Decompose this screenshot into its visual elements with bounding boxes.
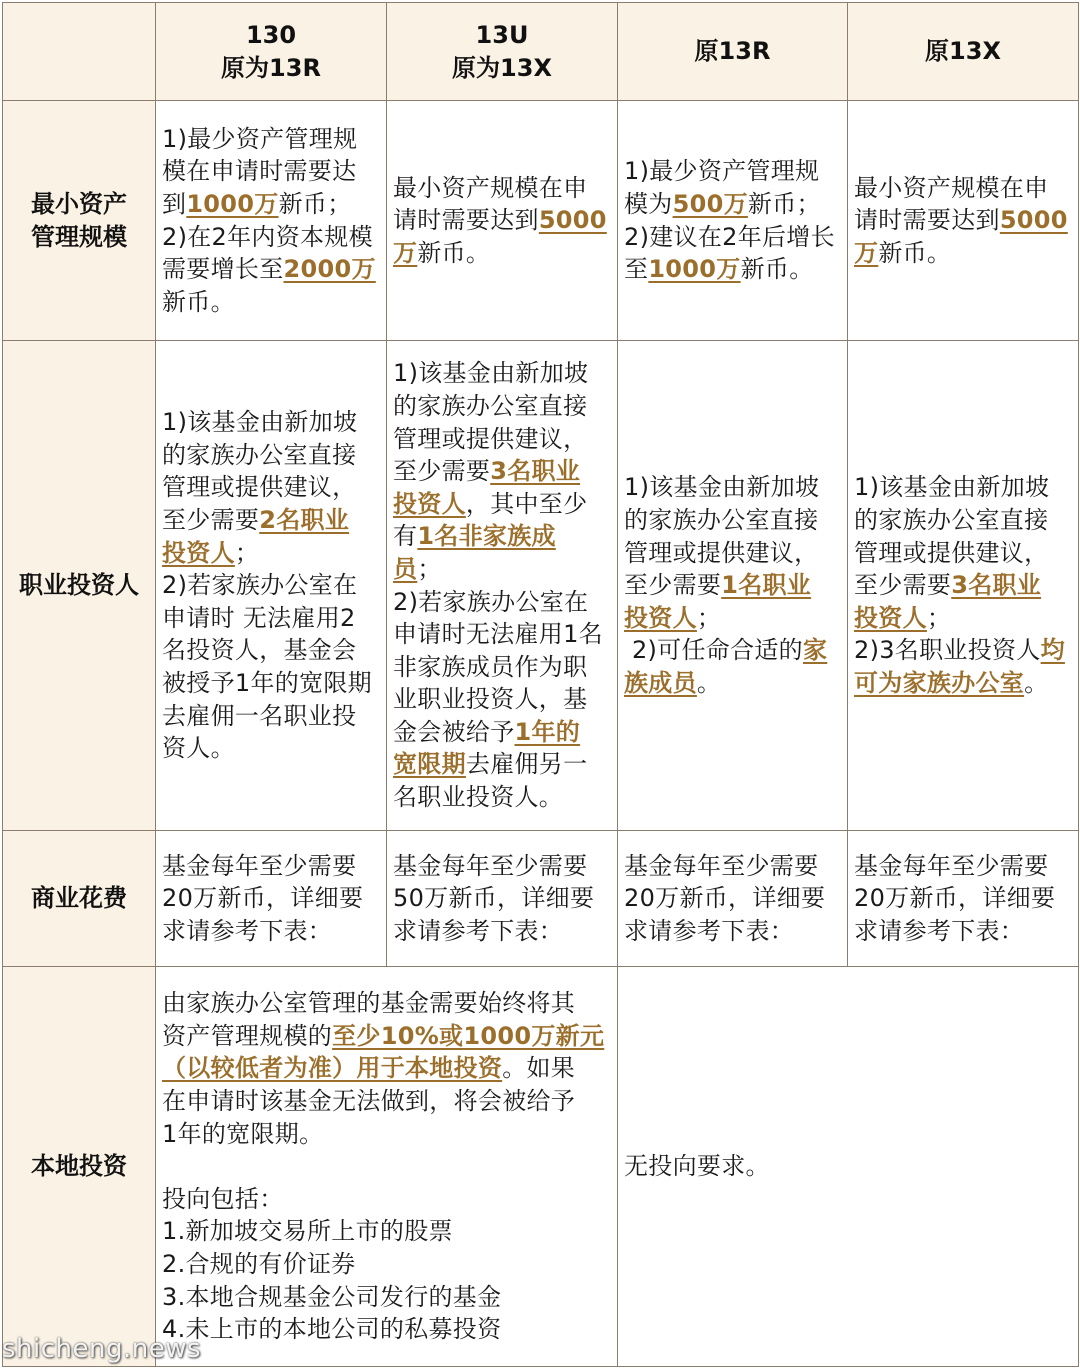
cell-text: ； 2)若家族办公室在 申请时 无法雇用2 名投资人，基金会 被授予1年的宽限期 去雇佣一名职业投 资人。 (162, 538, 372, 763)
cell-text: 去雇佣另一 名职业投资人。 (393, 750, 588, 812)
table-cell (848, 101, 1079, 341)
table-cell (156, 341, 387, 831)
cell-text: ； 2)可任命合适的 (631, 603, 803, 665)
watermark (2, 1334, 201, 1364)
highlight-text: 1名非家族成 员 (393, 522, 556, 583)
highlight-text: 3名职业 投资人 (854, 571, 1042, 632)
cell-text: ； 2)3名职业投资人 (854, 603, 1041, 665)
row-label: 商业花费 (3, 831, 156, 967)
cell-text: 基金每年至少需要 20万新币，详细要 求请参考下表： (162, 851, 364, 945)
cell-text: 新币； 2)在2年内资本规模 需要增长至 (162, 189, 373, 284)
table-cell (848, 341, 1079, 831)
cell-text: 新币。 (878, 238, 952, 267)
cell-text: 1)最少资产管理规 模为 (624, 157, 820, 218)
table-cell (618, 101, 848, 341)
highlight-text: 2名职业 投资人 (162, 506, 350, 567)
table-cell (618, 831, 848, 967)
cell-text: 1)该基金由新加坡 的家族办公室直接 管理或提供建议， 至少需要 (854, 473, 1050, 600)
cell-text: 1)该基金由新加坡 的家族办公室直接 管理或提供建议， 至少需要 (393, 359, 589, 486)
cell-text: 基金每年至少需要 50万新币，详细要 求请参考下表： (393, 851, 595, 945)
comparison-table (2, 2, 1079, 1367)
table-cell (156, 967, 618, 1367)
watermark-text: shicheng.news (2, 1334, 202, 1364)
row-business-spending (3, 831, 1079, 967)
table-cell (156, 831, 387, 967)
row-label: 本地投资 (3, 967, 156, 1367)
table-cell (618, 341, 848, 831)
highlight-text: 3名职业 投资人 (393, 457, 581, 518)
row-label: 职业投资人 (3, 341, 156, 831)
highlight-text: 1000万 (186, 189, 279, 218)
header-corner (3, 3, 156, 101)
header-row (3, 3, 1079, 101)
highlight-text: 5000 万 (854, 206, 1068, 267)
highlight-text: 家 族成员 (624, 636, 828, 697)
highlight-text: 至少10%或1000万新元 （以较低者为准）用于本地投资 (162, 1021, 605, 1083)
cell-text: ，其中至少 有 (393, 489, 588, 551)
cell-text: 新币。 (417, 238, 491, 267)
table-cell (618, 967, 1079, 1367)
table-cell (387, 341, 618, 831)
highlight-text: 1年的 宽限期 (393, 717, 581, 779)
cell-text: 。如果 在申请时该基金无法做到，将会被给予 1年的宽限期。 投向包括： 1.新加坡交易所上市的股票 2.合规的有价证券 3.本地合规基金公司发行的基金 4.未上市的本地公司的私募投资 (162, 1054, 576, 1344)
table-cell (156, 101, 387, 341)
table-cell (387, 101, 618, 341)
cell-text: 1)该基金由新加坡 的家族办公室直接 管理或提供建议， 至少需要 (624, 473, 820, 600)
cell-text: 最小资产规模在申 请时需要达到 (393, 173, 588, 235)
row-min-aum (3, 101, 1079, 341)
table-cell (848, 831, 1079, 967)
header-orig-13r: 原13R (618, 3, 848, 101)
table-cell (387, 831, 618, 967)
header-orig-13x: 原13X (848, 3, 1079, 101)
row-investment-professionals (3, 341, 1079, 831)
cell-text: 无投向要求。 (624, 1152, 770, 1181)
cell-text: 新币。 (162, 287, 235, 316)
row-label: 最小资产 管理规模 (3, 101, 156, 341)
cell-text: 1)最少资产管理规 模在申请时需要达 到 (162, 124, 358, 218)
cell-text: 。 (1024, 668, 1049, 697)
cell-text: 新币； 2)建议在2年后增长 至 (624, 189, 835, 284)
cell-text: 最小资产规模在申 请时需要达到 (854, 173, 1049, 235)
cell-text: 基金每年至少需要 20万新币，详细要 求请参考下表： (854, 851, 1056, 945)
highlight-text: 500万 (672, 189, 748, 218)
highlight-text: 2000万 (283, 255, 376, 284)
header-13u: 13U 原为13X (387, 3, 618, 101)
cell-text: 新币。 (740, 255, 814, 284)
cell-text: ； 2)若家族办公室在 申请时无法雇用1名 非家族成员作为职 业职业投资人，基 金会被给予 (393, 554, 603, 746)
cell-text: 由家族办公室管理的基金需要始终将其 资产管理规模的 (162, 989, 576, 1050)
cell-text: 基金每年至少需要 20万新币，详细要 求请参考下表： (624, 851, 826, 945)
cell-text: 。 (696, 668, 722, 697)
row-local-investment (3, 967, 1079, 1367)
highlight-text: 均 可为家族办公室 (854, 636, 1065, 697)
highlight-text: 1000万 (648, 255, 741, 284)
header-130: 130 原为13R (156, 3, 387, 101)
highlight-text: 5000 万 (393, 206, 607, 267)
highlight-text: 1名职业 投资人 (624, 571, 812, 632)
cell-text: 1)该基金由新加坡 的家族办公室直接 管理或提供建议， 至少需要 (162, 408, 358, 535)
